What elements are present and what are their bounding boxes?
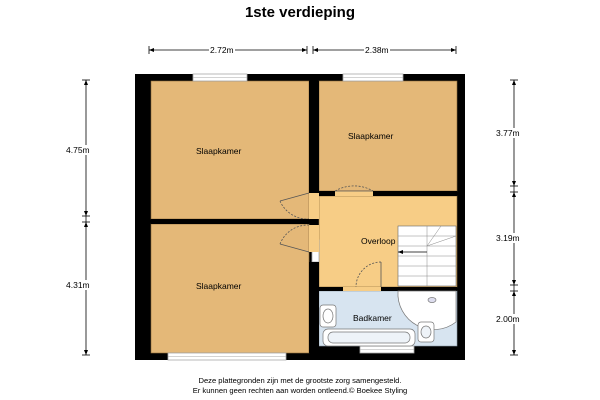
disclaimer-line-1: Deze plattegronden zijn met de grootste zorg samengesteld.: [198, 376, 402, 385]
dim-top-left: 2.72m: [210, 45, 234, 55]
staircase: [398, 226, 456, 286]
room-label-bedroom-front-right: Slaapkamer: [348, 131, 394, 141]
dim-right-middle: 3.19m: [496, 233, 520, 243]
dim-right-lower: 2.00m: [496, 314, 520, 324]
plan-title: 1ste verdieping: [244, 4, 356, 21]
dim-left-upper: 4.75m: [66, 145, 90, 155]
disclaimer: [0, 376, 600, 396]
disclaimer-line-2: Er kunnen geen rechten aan worden ontleend.© Boekee Styling: [192, 386, 408, 395]
dim-top-right: 2.38m: [365, 45, 389, 55]
room-label-landing: Overloop: [361, 236, 396, 246]
dim-right-upper: 3.77m: [496, 128, 520, 138]
room-label-bathroom: Badkamer: [353, 313, 392, 323]
room-label-bedroom-front-left: Slaapkamer: [196, 146, 242, 156]
room-label-bedroom-back-left: Slaapkamer: [196, 281, 242, 291]
dim-left-lower: 4.31m: [66, 280, 90, 290]
